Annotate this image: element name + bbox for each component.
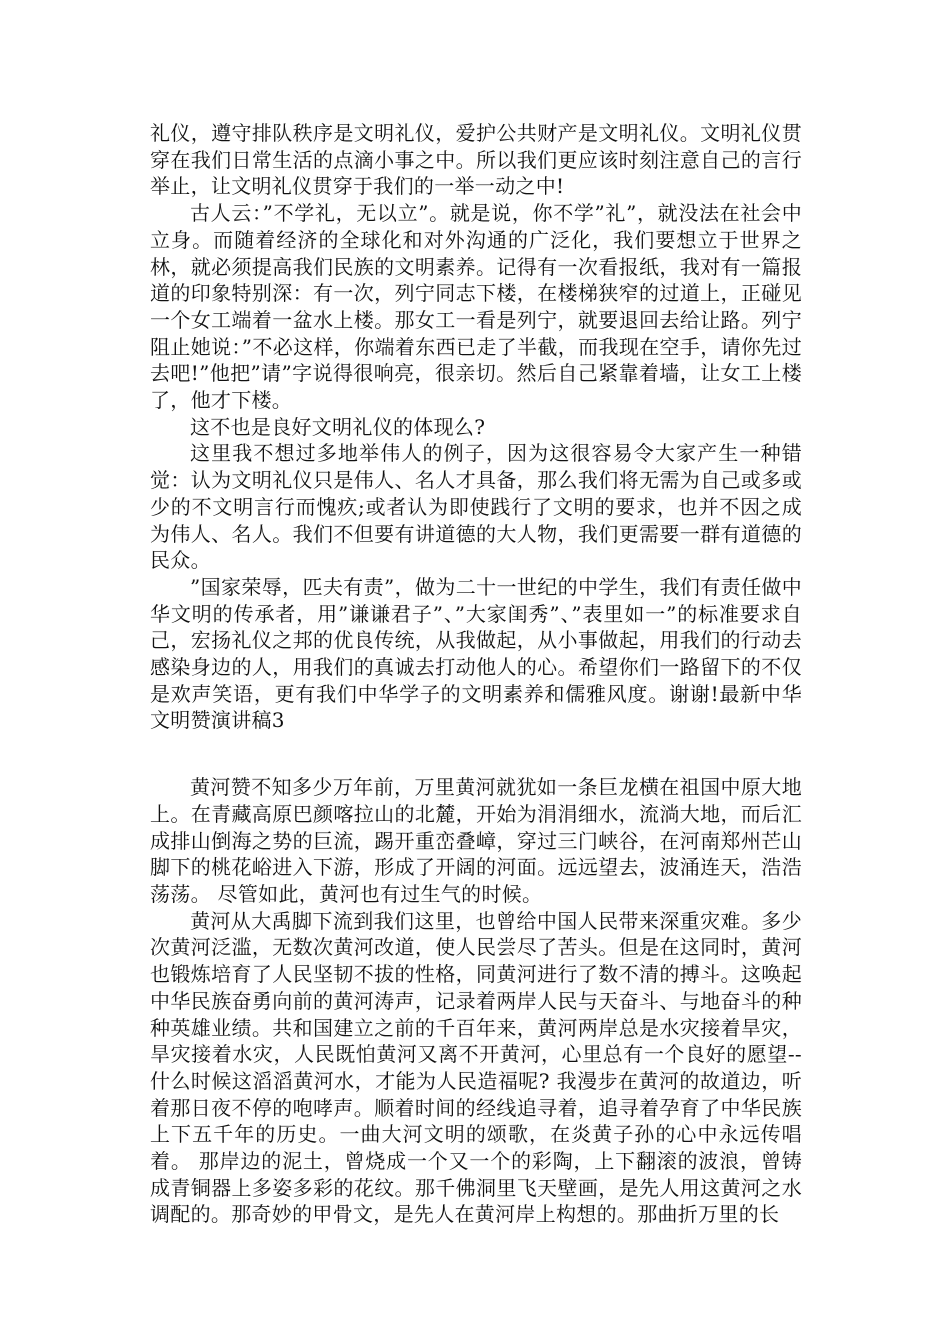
paragraph-6: 黄河赞不知多少万年前，万里黄河就犹如一条巨龙横在祖国中原大地上。在青藏高原巴颜喀拉山的北麓，开始为涓涓细水，流淌大地，而后汇成排山倒海之势的巨流，踢开重峦叠嶂，穿过三门峡谷，在河南郑州芒山脚下的桃花峪进入下游，形成了开阔的河面。远远望去，波涌连天，浩浩荡荡。 尽管如此，黄河也有过生气的时候。 — [150, 775, 802, 906]
paragraph-5: ”国家荣辱，匹夫有责”，做为二十一世纪的中学生，我们有责任做中华文明的传承者，用”谦谦君子”、”大家闺秀”、”表里如一”的标准要求自己，宏扬礼仪之邦的优良传统，从我做起，从小事做起，用我们的行动去感染身边的人，用我们的真诚去打动他人的心。希望你们一路留下的不仅是欢声笑语，更有我们中华学子的文明素养和儒雅风度。谢谢!最新中华文明赞演讲稿3 — [150, 574, 802, 733]
paragraph-4: 这里我不想过多地举伟人的例子，因为这很容易令大家产生一种错觉：认为文明礼仪只是伟人、名人才具备，那么我们将无需为自己或多或少的不文明言行而愧疚;或者认为即使践行了文明的要求，也并不因之成为伟人、名人。我们不但要有讲道德的大人物，我们更需要一群有道德的民众。 — [150, 441, 802, 573]
document-body — [150, 120, 802, 1228]
paragraph-2: 古人云：”不学礼，无以立”。就是说，你不学”礼”，就没法在社会中立身。而随着经济的全球化和对外沟通的广泛化，我们要想立于世界之林，就必须提高我们民族的文明素养。记得有一次看报纸，我对有一篇报道的印象特别深：有一次，列宁同志下楼，在楼梯狭窄的过道上，正碰见一个女工端着一盆水上楼。那女工一看是列宁，就要退回去给让路。列宁阻止她说：”不必这样，你端着东西已走了半截，而我现在空手，请你先过去吧!”他把”请”字说得很响亮，很亲切。然后自己紧靠着墙，让女工上楼了，他才下楼。 — [150, 201, 802, 413]
paragraph-1: 礼仪，遵守排队秩序是文明礼仪，爱护公共财产是文明礼仪。文明礼仪贯穿在我们日常生活的点滴小事之中。所以我们更应该时刻注意自己的言行举止，让文明礼仪贯穿于我们的一举一动之中! — [150, 121, 802, 199]
paragraph-3: 这不也是良好文明礼仪的体现么? — [190, 414, 486, 439]
paragraph-7: 黄河从大禹脚下流到我们这里，也曾给中国人民带来深重灾难。多少次黄河泛滥，无数次黄河改道，使人民尝尽了苦头。但是在这同时，黄河也锻炼培育了人民坚韧不拔的性格，同黄河进行了数不清的搏斗。这唤起中华民族奋勇向前的黄河涛声，记录着两岸人民与天奋斗、与地奋斗的种种英雄业绩。共和国建立之前的千百年来，黄河两岸总是水灾接着旱灾，旱灾接着水灾，人民既怕黄河又离不开黄河，心里总有一个良好的愿望--什么时候这滔滔黄河水，才能为人民造福呢? 我漫步在黄河的故道边，听着那日夜不停的咆哮声。顺着时间的经线追寻着，追寻着孕育了中华民族上下五千年的历史。一曲大河文明的颂歌，在炎黄子孙的心中永远传唱着。 那岸边的泥土，曾烧成一个又一个的彩陶，上下翻滚的波浪，曾铸成青铜器上多姿多彩的花纹。那千佛洞里飞天壁画，是先人用这黄河之水调配的。那奇妙的甲骨文，是先人在黄河岸上构想的。那曲折万里的长 — [150, 908, 802, 1227]
